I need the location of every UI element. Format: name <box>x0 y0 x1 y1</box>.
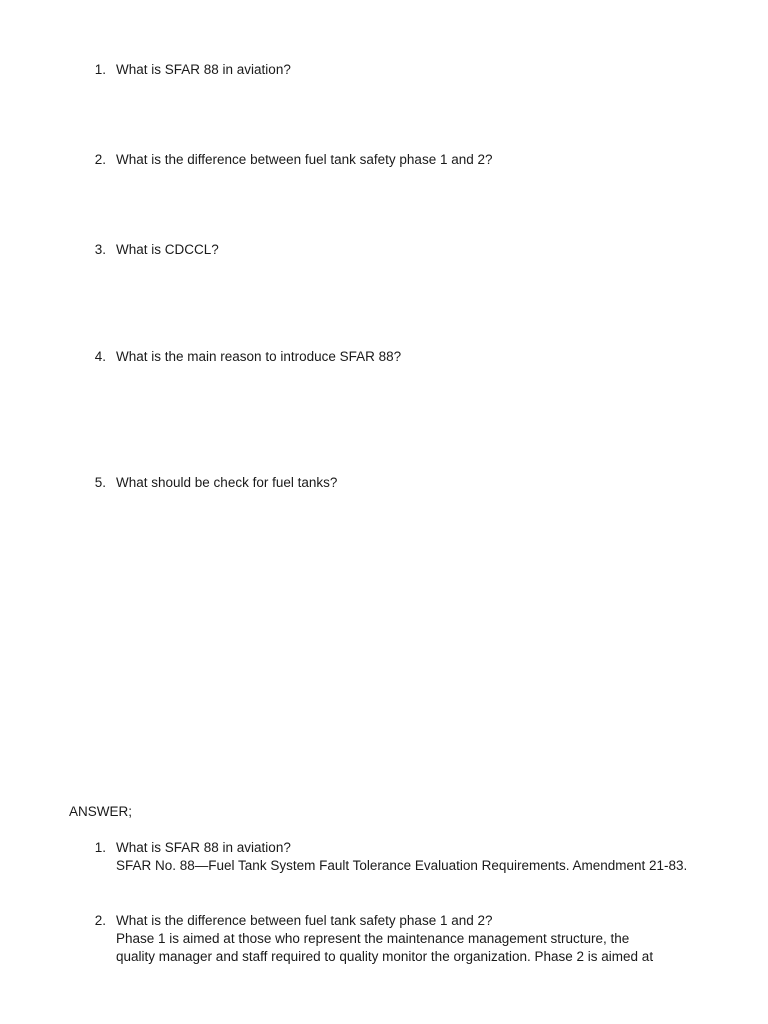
answer-question-text: What is SFAR 88 in aviation? <box>116 840 291 855</box>
question-number: 5. <box>94 475 106 490</box>
question-text: What is SFAR 88 in aviation? <box>116 62 291 77</box>
question-number: 1. <box>94 62 106 77</box>
answer-body <box>116 912 698 966</box>
answer-item-1 <box>92 839 702 875</box>
question-text: What is CDCCL? <box>116 242 219 257</box>
question-text: What should be check for fuel tanks? <box>116 475 338 490</box>
question-text: What is the main reason to introduce SFAR 88? <box>116 349 402 364</box>
answer-item-2 <box>92 912 702 966</box>
answer-body <box>116 839 698 875</box>
answers-heading: ANSWER; <box>69 804 133 819</box>
question-number: 4. <box>94 349 106 364</box>
question-number: 2. <box>94 152 106 167</box>
answer-number: 2. <box>94 913 106 928</box>
answer-text-line-2: quality manager and staff required to quality monitor the organization. Phase 2 is aimed at <box>116 949 654 964</box>
question-text: What is the difference between fuel tank safety phase 1 and 2? <box>116 152 493 167</box>
answer-text: SFAR No. 88—Fuel Tank System Fault Tolerance Evaluation Requirements. Amendment 21-83. <box>116 858 688 873</box>
answer-question-text: What is the difference between fuel tank safety phase 1 and 2? <box>116 913 493 928</box>
question-number: 3. <box>94 242 106 257</box>
answer-number: 1. <box>94 840 106 855</box>
answer-text-line-1: Phase 1 is aimed at those who represent the maintenance management structure, the <box>116 931 630 946</box>
